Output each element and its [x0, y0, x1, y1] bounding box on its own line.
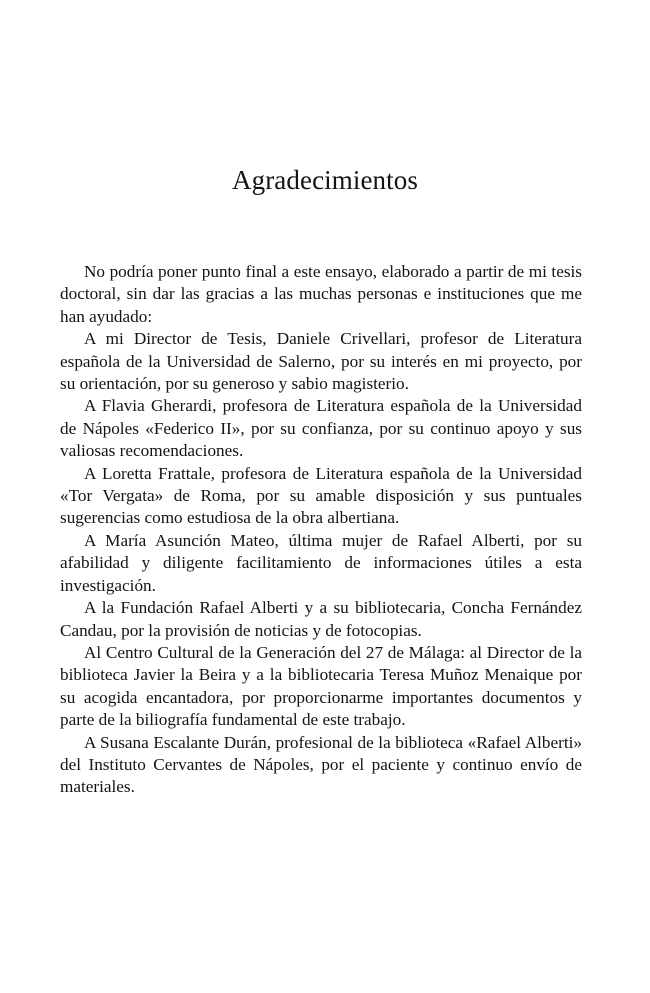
paragraph-escalante: A Susana Escalante Durán, profesional de la biblioteca «Rafael Alberti» del Instituto Cervantes de Nápoles, por el paciente y continuo envío de materiales. [60, 732, 582, 797]
paragraph-mateo: A María Asunción Mateo, última mujer de Rafael Alberti, por su afabilidad y diligente facilitamiento de informaciones útiles a esta investigación. [60, 530, 582, 595]
paragraph-intro: No podría poner punto final a este ensayo, elaborado a partir de mi tesis doctoral, sin dar las gracias a las muchas personas e instituciones que me han ayudado: [60, 262, 582, 326]
paragraph-director: A mi Director de Tesis, Daniele Crivellari, profesor de Literatura española de la Universidad de Salerno, por su interés en mi proyecto, por su orientación, por su generoso y sabio magisterio. [60, 329, 582, 394]
paragraph-fundacion: A la Fundación Rafael Alberti y a su bibliotecaria, Concha Fernández Candau, por la provisión de noticias y de fotocopias. [60, 598, 582, 640]
paragraph-centro-cultural: Al Centro Cultural de la Generación del 27 de Málaga: al Director de la biblioteca Javier la Beira y a la bibliotecaria Teresa Muñoz Menaique por su acogida encantadora, por proporcionarme importantes documentos y parte de la biliografía fundamental de este trabajo. [60, 642, 582, 730]
paragraph-gherardi: A Flavia Gherardi, profesora de Literatura española de la Universidad de Nápoles «Federico II», por su confianza, por su continuo apoyo y sus valiosas recomendaciones. [60, 396, 582, 461]
acknowledgements-body [60, 261, 582, 799]
paragraph-frattale: A Loretta Frattale, profesora de Literatura española de la Universidad «Tor Vergata» de Roma, por su amable disposición y sus puntuales sugerencias como estudiosa de la obra albertiana. [60, 463, 582, 528]
page-title: Agradecimientos [232, 165, 418, 195]
